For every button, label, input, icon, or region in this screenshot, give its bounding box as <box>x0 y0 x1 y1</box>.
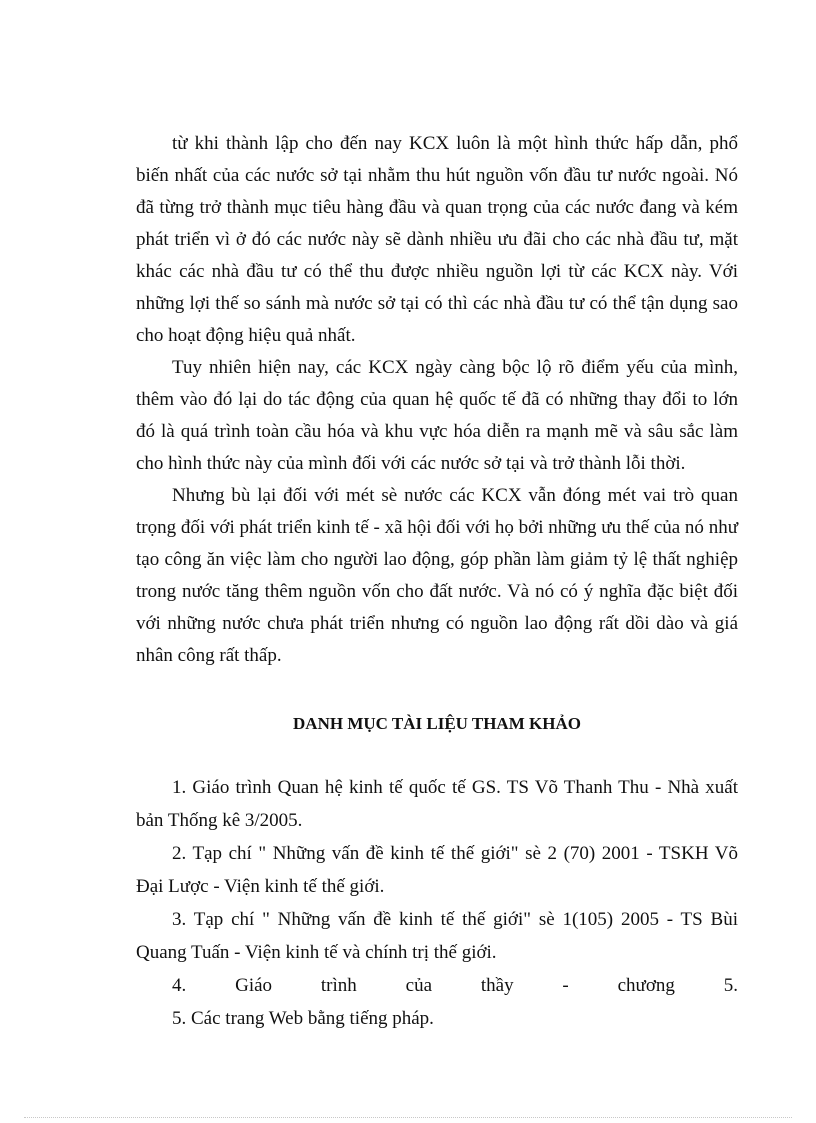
body-paragraph-2: Tuy nhiên hiện nay, các KCX ngày càng bộc lộ rõ điểm yếu của mình, thêm vào đó lại do tác động của quan hệ quốc tế đã có những thay đổi to lớn đó là quá trình toàn cầu hóa và khu vực hóa diễn ra mạnh mẽ và sâu sắc làm cho hình thức này của mình đối với các nước sở tại và trở thành lỗi thời. <box>136 357 738 474</box>
body-paragraph-3: Nhưng bù lại đối với mét sè nước các KCX vẫn đóng mét vai trò quan trọng đối với phát triển kinh tế - xã hội đối với họ bởi những ưu thế của nó như tạo công ăn việc làm cho người lao động, góp phần làm giảm tỷ lệ thất nghiệp trong nước tăng thêm nguồn vốn cho đất nước. Và nó có ý nghĩa đặc biệt đối với những nước chưa phát triển nhưng có nguồn lao động rất dồi dào và giá nhân công rất thấp. <box>136 485 738 666</box>
reference-item-1: 1. Giáo trình Quan hệ kinh tế quốc tế GS. TS Võ Thanh Thu - Nhà xuất bản Thống kê 3/2005. <box>136 777 738 831</box>
reference-item-2: 2. Tạp chí " Những vấn đề kinh tế thế giới" sè 2 (70) 2001 - TSKH Võ Đại Lược - Viện kinh tế thế giới. <box>136 843 738 897</box>
reference-item-4: 4. Giáo trình của thầy - chương 5. <box>172 975 738 996</box>
body-text <box>136 128 738 672</box>
page-bottom-divider <box>24 1117 792 1118</box>
body-paragraph-1: từ khi thành lập cho đến nay KCX luôn là một hình thức hấp dẫn, phổ biến nhất của các nước sở tại nhằm thu hút nguồn vốn đầu tư nước ngoài. Nó đã từng trở thành mục tiêu hàng đầu và quan trọng của các nước đang và kém phát triển vì ở đó các nước này sẽ dành nhiều ưu đãi cho các nhà đầu tư, mặt khác các nhà đầu tư có thể thu được nhiều nguồn lợi từ các KCX này. Với những lợi thế so sánh mà nước sở tại có thì các nhà đầu tư có thể tận dụng sao cho hoạt động hiệu quả nhất. <box>136 133 738 346</box>
references-list <box>136 771 738 1035</box>
reference-item-5: 5. Các trang Web bằng tiếng pháp. <box>172 1008 434 1029</box>
reference-item-3: 3. Tạp chí " Những vấn đề kinh tế thế giới" sè 1(105) 2005 - TS Bùi Quang Tuấn - Viện kinh tế và chính trị thế giới. <box>136 909 738 963</box>
references-heading: DANH MỤC TÀI LIỆU THAM KHẢO <box>293 714 581 733</box>
